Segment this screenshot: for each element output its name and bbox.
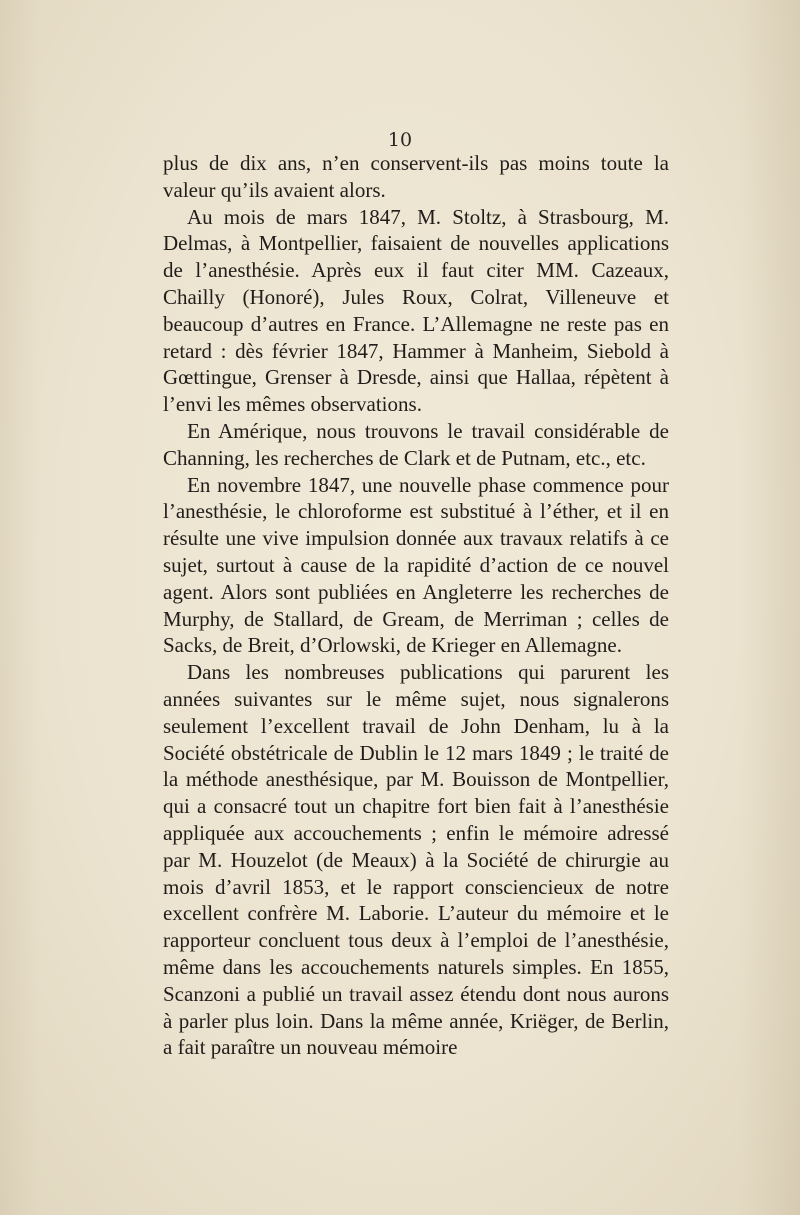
paragraph-chloroforme: En novembre 1847, une nouvelle phase commence pour l’anesthésie, le chloroforme est substitué à l’éther, et il en résulte une vive impulsion donnée aux travaux relatifs à ce sujet, surtout à cause de la rapidité d’action de ce nouvel agent. Alors sont publiées en Angleterre les recherches de Murphy, de Stallard, de Gream, de Merriman ; celles de Sacks, de Breit, d’Orlowski, de Krieger en Allemagne. bbox=[163, 472, 669, 658]
body-text bbox=[163, 150, 669, 1061]
paragraph-amerique: En Amérique, nous trouvons le travail considérable de Channing, les recherches de Clark et de Putnam, etc., etc. bbox=[163, 418, 669, 470]
page-number: 10 bbox=[387, 129, 413, 151]
paragraph-stoltz-delmas: Au mois de mars 1847, M. Stoltz, à Strasbourg, M. Delmas, à Montpellier, faisaient de nouvelles applications de l’anesthésie. Après eux il faut citer MM. Cazeaux, Chailly (Honoré), Jules Roux, Colrat, Villeneuve et beaucoup d’autres en France. L’Allemagne ne reste pas en retard : dès février 1847, Hammer à Manheim, Siebold à Gœttingue, Grenser à Dresde, ainsi que Hallaa, répètent à l’envi les mêmes observations. bbox=[163, 204, 669, 417]
paragraph-publications: Dans les nombreuses publications qui parurent les années suivantes sur le même sujet, nous signalerons seulement l’excellent travail de John Denham, lu à la Société obstétricale de Dublin le 12 mars 1849 ; le traité de la méthode anesthésique, par M. Bouisson de Montpellier, qui a consacré tout un chapitre fort bien fait à l’anesthésie appliquée aux accouchements ; enfin le mémoire adressé par M. Houzelot (de Meaux) à la Société de chirurgie au mois d’avril 1853, et le rapport consciencieux de notre excellent confrère M. Laborie. L’auteur du mémoire et le rapporteur concluent tous deux à l’emploi de l’anesthésie, même dans les accouchements naturels simples. En 1855, Scanzoni a publié un travail assez étendu dont nous aurons à parler plus loin. Dans la même année, Kriëger, de Berlin, a fait paraître un nouveau mémoire bbox=[163, 660, 669, 1060]
paragraph-continued: plus de dix ans, n’en conservent-ils pas moins toute la valeur qu’ils avaient alors. bbox=[163, 151, 669, 202]
